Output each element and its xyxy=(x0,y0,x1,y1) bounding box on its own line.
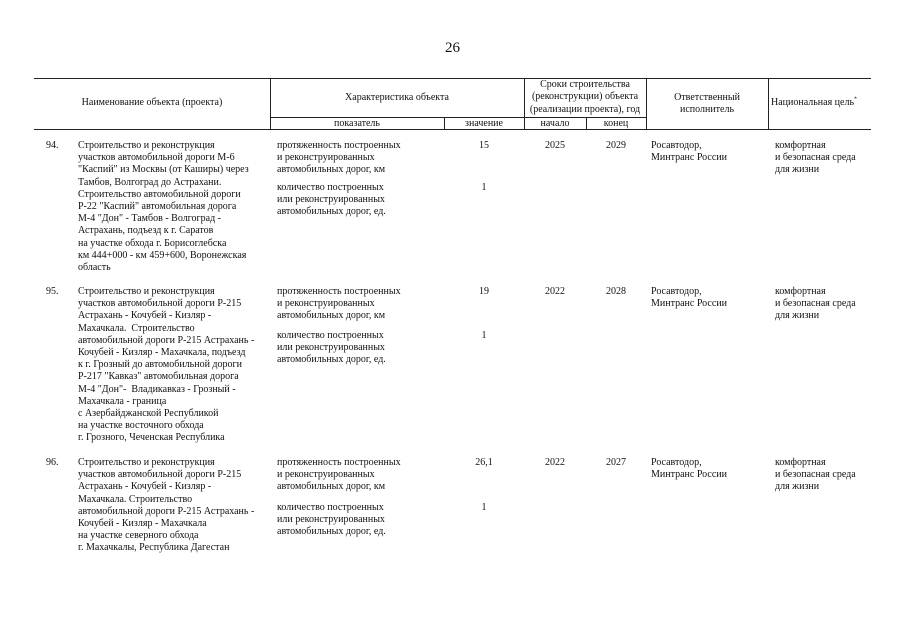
header-executor-line-1: Ответственный xyxy=(674,92,740,103)
page-number: 26 xyxy=(445,40,460,56)
indicator-length: протяженность построенных и реконструированных автомобильных дорог, км xyxy=(277,140,401,176)
header-executor-line-2: исполнитель xyxy=(679,104,735,115)
start-year: 2025 xyxy=(545,140,565,151)
header-value: значение xyxy=(465,118,503,129)
row-number: 96. xyxy=(46,457,59,468)
value-length: 26,1 xyxy=(475,457,493,468)
value-count: 1 xyxy=(481,330,487,341)
header-goal: Национальная цель* xyxy=(771,96,858,108)
start-year: 2022 xyxy=(545,457,565,468)
value-count: 1 xyxy=(481,182,487,193)
end-year: 2028 xyxy=(606,286,626,297)
row-number: 94. xyxy=(46,140,59,151)
start-year: 2022 xyxy=(545,286,565,297)
row-number: 95. xyxy=(46,286,59,297)
header-end: конец xyxy=(603,118,629,129)
national-goal: комфортная и безопасная среда для жизни xyxy=(775,140,856,176)
header-terms-line-3: (реализации проекта), год xyxy=(529,104,641,115)
footnote-mark: * xyxy=(854,96,858,103)
object-name: Строительство и реконструкция участков автомобильной дороги Р-215 Астрахань - Кочубей - Кизляр - Махачкала. Строительство автомобильной дороги Р-215 Астрахань - Кочубей - Кизляр - Махачкала, подъезд к г. Грозный до автомобильной дороги Р-217 "Кавказ" автомобильная дорога М-4 "Дон"- Владикавказ - Грозный - Махачкала - граница с Азербайджанской Республикой на участке восточного обхода г. Грозного, Чеченская Республика xyxy=(78,286,255,444)
header-object-name: Наименование объекта (проекта) xyxy=(81,97,223,108)
table-top-rule xyxy=(34,78,871,79)
indicator-length: протяженность построенных и реконструированных автомобильных дорог, км xyxy=(277,286,401,322)
header-characteristics: Характеристика объекта xyxy=(345,92,449,103)
executor: Росавтодор, Минтранс России xyxy=(651,286,727,310)
national-goal: комфортная и безопасная среда для жизни xyxy=(775,286,856,322)
indicator-count: количество построенных или реконструированных автомобильных дорог, ед. xyxy=(277,182,386,218)
indicator-count: количество построенных или реконструированных автомобильных дорог, ед. xyxy=(277,502,386,538)
value-length: 15 xyxy=(479,140,489,151)
header-start: начало xyxy=(540,118,570,129)
col-divider-goal xyxy=(768,78,769,129)
national-goal: комфортная и безопасная среда для жизни xyxy=(775,457,856,493)
indicator-count: количество построенных или реконструированных автомобильных дорог, ед. xyxy=(277,330,386,366)
header-terms-line-1: Сроки строительства xyxy=(540,79,630,90)
value-length: 19 xyxy=(479,286,489,297)
end-year: 2029 xyxy=(606,140,626,151)
end-year: 2027 xyxy=(606,457,626,468)
header-terms-line-2: (реконструкции) объекта xyxy=(531,91,639,102)
executor: Росавтодор, Минтранс России xyxy=(651,457,727,481)
header-indicator: показатель xyxy=(334,118,380,129)
object-name: Строительство и реконструкция участков автомобильной дороги Р-215 Астрахань - Кочубей - Кизляр - Махачкала. Строительство автомобильной дороги Р-215 Астрахань - Кочубей - Кизляр - Махачкала на участке северного обхода г. Махачкалы, Республика Дагестан xyxy=(78,457,255,554)
value-count: 1 xyxy=(481,502,487,513)
executor: Росавтодор, Минтранс России xyxy=(651,140,727,164)
object-name: Строительство и реконструкция участков автомобильной дороги М-6 "Каспий" из Москвы (от Каширы) через Тамбов, Волгоград до Астрахани. Строительство автомобильной дороги Р-22 "Каспий" автомобильная дорога М-4 "Дон" - Тамбов - Волгоград - Астрахань, подъезд к г. Саратов на участке обхода г. Борисоглебска км 444+000 - км 459+600, Воронежская область xyxy=(78,140,249,274)
indicator-length: протяженность построенных и реконструированных автомобильных дорог, км xyxy=(277,457,401,493)
